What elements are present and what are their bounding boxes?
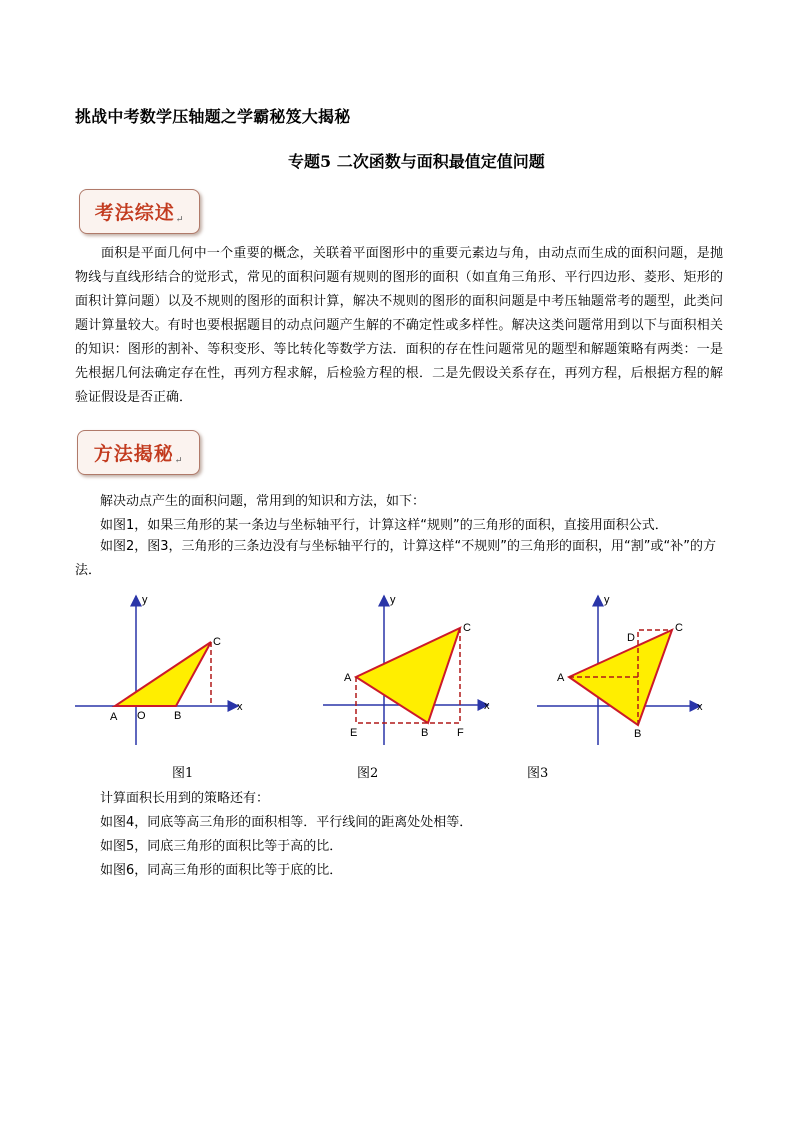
section-method-label [77, 430, 200, 475]
document-title: 挑战中考数学压轴题之学霸秘笈大揭秘 [75, 107, 351, 126]
y-axis-label: y [142, 594, 148, 606]
point-c-label: C [213, 636, 221, 648]
point-b-label: B [174, 710, 182, 722]
method-line-2: 如图1，如果三角形的某一条边与坐标轴平行，计算这样“规则”的三角形的面积，直接用面积公式． [100, 518, 668, 533]
strategy-intro: 计算面积长用到的策略还有： [100, 791, 270, 806]
figure-2-caption: 图2 [357, 766, 379, 781]
section-overview-text: 考法综述 [94, 202, 175, 224]
strategy-line-6: 如图6，同高三角形的面积比等于底的比． [100, 863, 343, 878]
overview-paragraph [75, 242, 723, 410]
figure-3-caption: 图3 [527, 766, 549, 781]
point-b-label: B [634, 728, 642, 740]
triangle-abc [356, 628, 460, 723]
point-f-label: F [457, 727, 464, 739]
figure-1 [70, 590, 250, 755]
figure-2 [318, 590, 498, 755]
x-axis-label: x [484, 700, 490, 712]
point-a-label: A [344, 672, 352, 684]
paragraph-mark-icon: ↵ [175, 215, 185, 225]
figure-1-caption: 图1 [172, 766, 194, 781]
point-a-label: A [557, 672, 565, 684]
point-c-label: C [463, 622, 471, 634]
triangle-abc [115, 642, 211, 706]
point-c-label: C [675, 622, 683, 634]
strategy-line-5: 如图5，同底三角形的面积比等于高的比． [100, 839, 343, 854]
y-axis-label: y [390, 594, 396, 606]
strategy-line-4: 如图4，同底等高三角形的面积相等．平行线间的距离处处相等． [100, 815, 473, 830]
point-d-label: D [627, 632, 635, 644]
x-axis-label: x [697, 701, 703, 713]
point-e-label: E [350, 727, 358, 739]
section-method-text: 方法揭秘 [93, 443, 174, 465]
origin-label: O [137, 710, 146, 722]
figure-3 [532, 590, 712, 755]
paragraph-mark-icon: ↵ [174, 456, 184, 466]
point-a-label: A [110, 711, 118, 723]
y-axis-label: y [604, 594, 610, 606]
point-b-label: B [421, 727, 429, 739]
section-overview-label [79, 189, 200, 234]
x-axis-label: x [237, 701, 243, 713]
method-line-1: 解决动点产生的面积问题，常用到的知识和方法，如下： [100, 494, 426, 509]
overview-text: 面积是平面几何中一个重要的概念，关联着平面图形中的重要元素边与角，由动点而生成的面积问题，是抛物线与直线形结合的觉形式，常见的面积问题有规则的图形的面积（如直角三角形、平行四边形、菱形、矩形的面积计算问题）以及不规则的图形的面积计算，解决不规则的图形的面积问题是中考压轴题常考的题型，此类问题计算量较大。有时也要根据题目的动点问题产生解的不确定性或多样性。解决这类问题常用到以下与面积相关的知识：图形的割补、等积变形、等比转化等数学方法．面积的存在性问题常见的题型和解题策略有两类：一是先根据几何法确定存在性，再列方程求解，后检验方程的根．二是先假设关系存在，再列方程，后根据方程的解验证假设是否正确． [75, 246, 723, 405]
topic-title: 专题5 二次函数与面积最值定值问题 [288, 152, 545, 171]
method-line-3: 如图2，图3，三角形的三条边没有与坐标轴平行的，计算这样“不规则”的三角形的面积，用“割”或“补”的方法． [75, 539, 716, 578]
